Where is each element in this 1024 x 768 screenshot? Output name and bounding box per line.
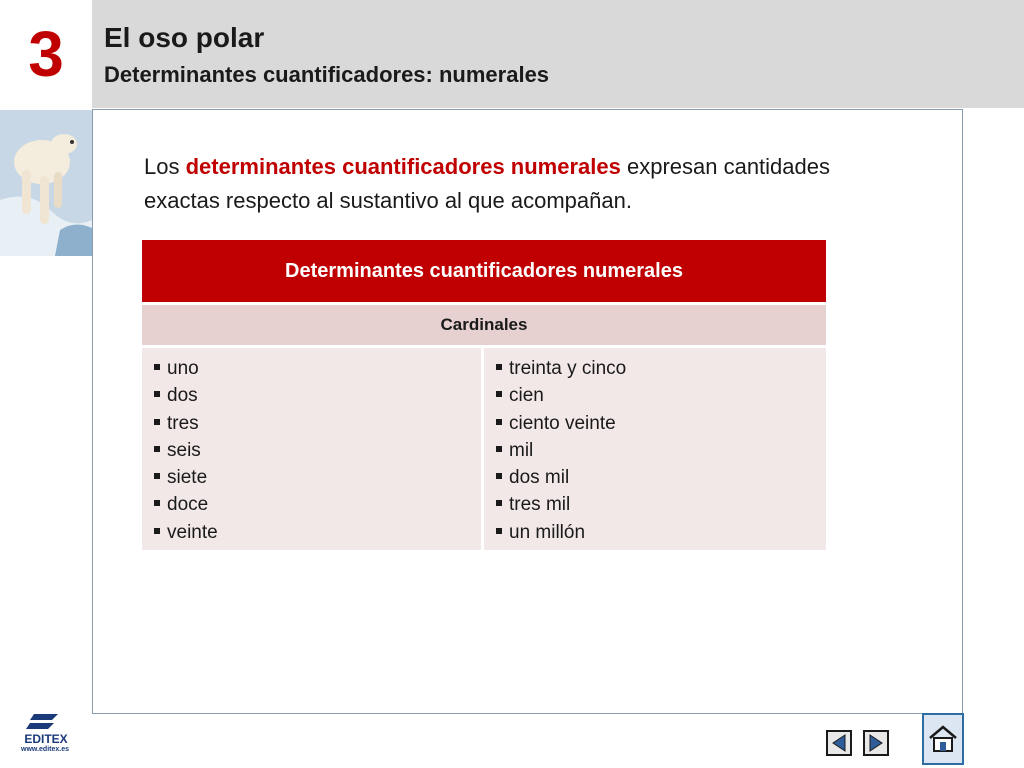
list-item: tres: [154, 410, 481, 437]
header-band: [92, 0, 1024, 108]
bullet-icon: [154, 473, 160, 479]
logo-wordmark: EDITEX: [24, 732, 68, 746]
bullet-icon: [154, 419, 160, 425]
list-item: siete: [154, 464, 481, 491]
table-header: Determinantes cuantificadores numerales: [142, 240, 826, 305]
list-item: treinta y cinco: [496, 355, 826, 382]
list-item: cien: [496, 382, 826, 409]
intro-text-before: Los: [144, 154, 186, 179]
bullet-icon: [496, 364, 502, 370]
polar-bear-photo: [0, 110, 92, 256]
table-subheader: Cardinales: [142, 305, 826, 348]
logo-url: www.editex.es: [21, 746, 69, 753]
bullet-icon: [496, 528, 502, 534]
editex-logo: [18, 712, 74, 758]
intro-highlight: determinantes cuantificadores numerales: [185, 154, 621, 179]
page-title: El oso polar: [104, 22, 265, 53]
editex-logo-icon: [18, 712, 74, 746]
bullet-icon: [154, 528, 160, 534]
bullet-icon: [496, 391, 502, 397]
prev-button[interactable]: [826, 730, 852, 756]
list-item: veinte: [154, 519, 481, 546]
list-item: tres mil: [496, 491, 826, 518]
page-subtitle: Determinantes cuantificadores: numerales: [104, 62, 550, 87]
bullet-icon: [496, 419, 502, 425]
list-item: dos: [154, 382, 481, 409]
bullet-icon: [154, 500, 160, 506]
bullet-icon: [154, 391, 160, 397]
list-item: mil: [496, 437, 826, 464]
right-column: [484, 348, 826, 550]
list-item: uno: [154, 355, 481, 382]
left-column: [142, 348, 484, 550]
bullet-icon: [154, 446, 160, 452]
home-button[interactable]: [922, 713, 964, 765]
numerals-table: [142, 240, 826, 550]
prev-arrow-icon: [828, 732, 850, 754]
next-button[interactable]: [863, 730, 889, 756]
next-arrow-icon: [865, 732, 887, 754]
list-item: ciento veinte: [496, 410, 826, 437]
list-item: dos mil: [496, 464, 826, 491]
intro-paragraph: [144, 150, 864, 218]
list-item: un millón: [496, 519, 826, 546]
unit-number: 3: [28, 18, 64, 90]
intro-text-after: expresan cantidades exactas respecto al sustantivo al que acompañan.: [144, 154, 830, 213]
list-item: seis: [154, 437, 481, 464]
bullet-icon: [496, 473, 502, 479]
bullet-icon: [496, 500, 502, 506]
list-item: doce: [154, 491, 481, 518]
bullet-icon: [154, 364, 160, 370]
bullet-icon: [496, 446, 502, 452]
home-icon: [926, 722, 960, 756]
